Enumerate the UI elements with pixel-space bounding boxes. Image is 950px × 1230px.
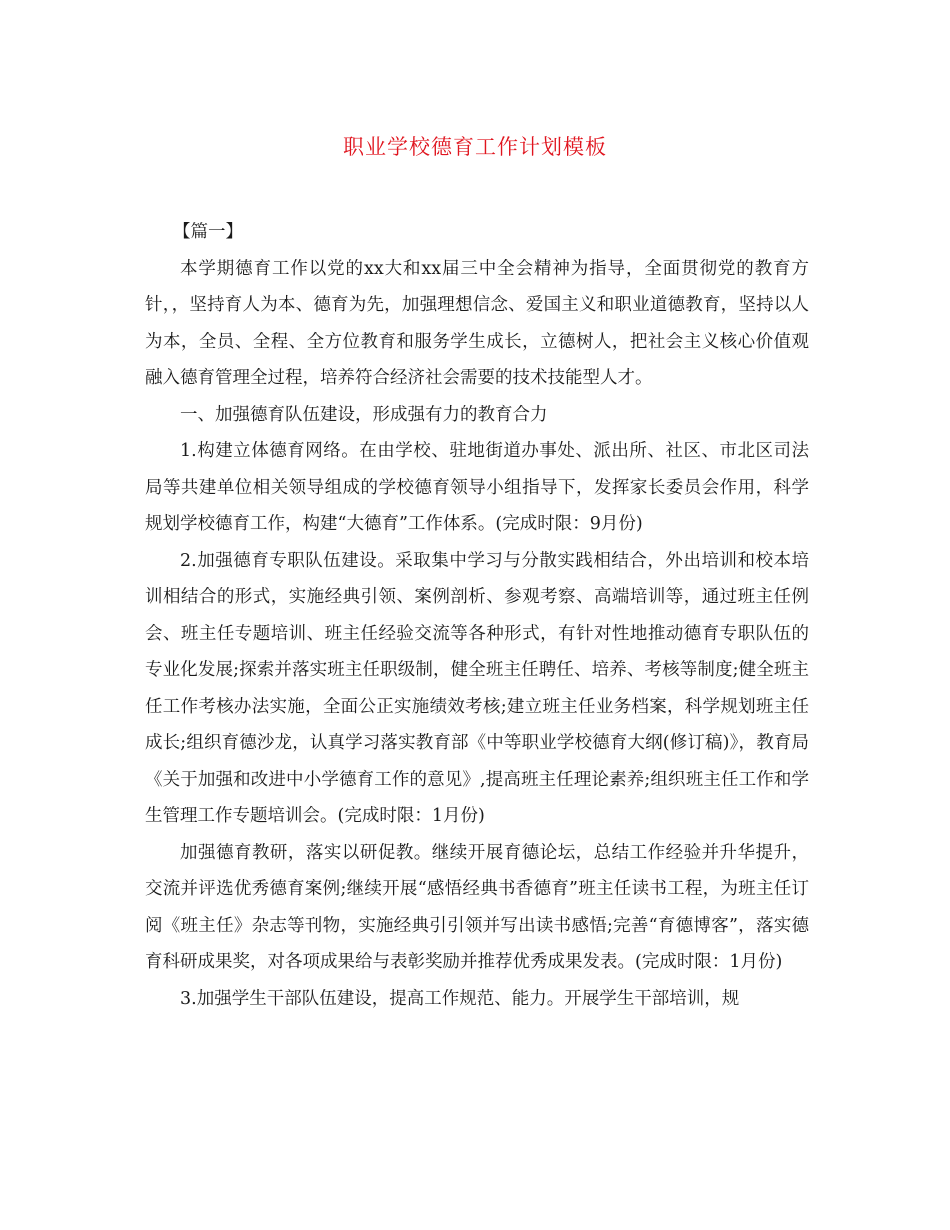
document-title: 职业学校德育工作计划模板 [343,135,607,159]
paragraph-intro: 本学期德育工作以党的xx大和xx届三中全会精神为指导，全面贯彻党的教育方针，，坚持育人为本、德育为先，加强理想信念、爱国主义和职业道德教育，坚持以人为本，全员、全程、全方位教育和服务学生成长，立德树人，把社会主义核心价值观融入德育管理全过程，培养符合经济社会需要的技术技能型人才。 [145,258,809,388]
document-body [145,214,809,1017]
paragraph-item-1: 1.构建立体德育网络。在由学校、驻地街道办事处、派出所、社区、市北区司法局等共建单位相关领导组成的学校德育领导小组指导下，发挥家长委员会作用，科学规划学校德育工作，构建“大德育”工作体系。(完成时限：9月份) [145,441,809,534]
section-tag: 【篇一】 [173,222,243,242]
paragraph-item-2: 2.加强德育专职队伍建设。采取集中学习与分散实践相结合，外出培训和校本培训相结合的形式，实施经典引领、案例剖析、参观考察、高端培训等，通过班主任例会、班主任专题培训、班主任经验交流等各种形式，有针对性地推动德育专职队伍的专业化发展;探索并落实班主任职级制，健全班主任聘任、培养、考核等制度;健全班主任工作考核办法实施，全面公正实施绩效考核;建立班主任业务档案，科学规划班主任成长;组织育德沙龙，认真学习落实教育部《中等职业学校德育大纲(修订稿)》，教育局《关于加强和改进中小学德育工作的意见》,提高班主任理论素养;组织班主任工作和学生管理工作专题培训会。(完成时限：1月份) [145,550,809,826]
paragraph-research: 加强德育教研，落实以研促教。继续开展育德论坛，总结工作经验并升华提升，交流并评选优秀德育案例;继续开展“感悟经典书香德育”班主任读书工程，为班主任订阅《班主任》杂志等刊物，实施经典引引领并写出读书感悟;完善“育德博客”，落实德育科研成果奖，对各项成果给与表彰奖励并推荐优秀成果发表。(完成时限：1月份) [145,842,809,972]
paragraph-item-3: 3.加强学生干部队伍建设，提高工作规范、能力。开展学生干部培训，规 [180,988,740,1009]
section-heading: 一、加强德育队伍建设，形成强有力的教育合力 [180,404,548,425]
